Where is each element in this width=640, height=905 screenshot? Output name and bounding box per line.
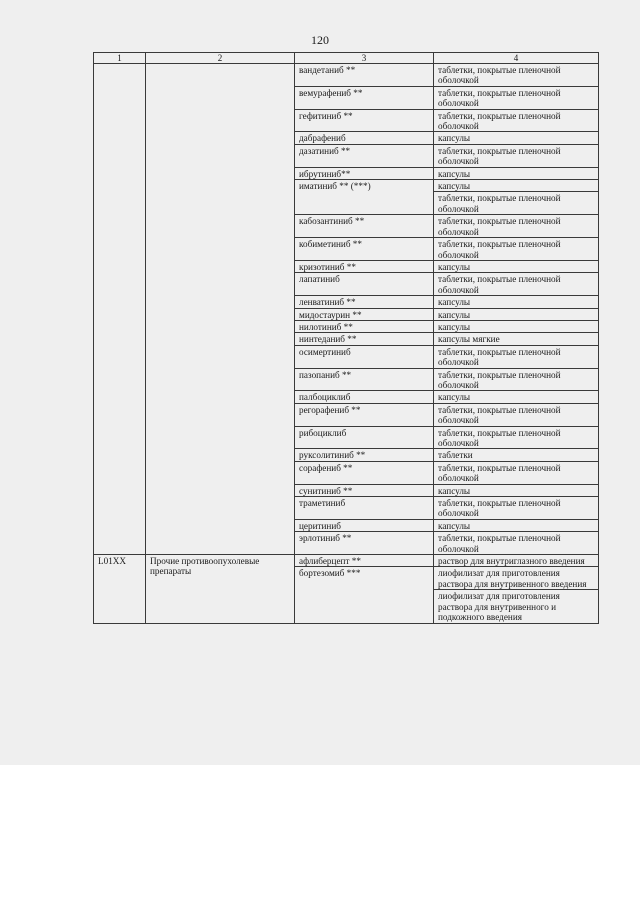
table-body — [94, 64, 599, 624]
dosage-form: капсулы — [434, 132, 599, 144]
dosage-form: капсулы — [434, 391, 599, 403]
atc-code: L01XX — [94, 555, 146, 623]
dosage-form: таблетки, покрытые пленочной оболочкой — [434, 64, 599, 87]
dosage-form: таблетки, покрытые пленочной оболочкой — [434, 238, 599, 261]
drug-name: кризотиниб ** — [295, 260, 434, 272]
drug-name: лапатиниб — [295, 273, 434, 296]
drug-name: дазатиниб ** — [295, 144, 434, 167]
drug-name: ибрутиниб** — [295, 167, 434, 179]
drug-name: нилотиниб ** — [295, 320, 434, 332]
dosage-form: таблетки, покрытые пленочной оболочкой — [434, 532, 599, 555]
drug-name: руксолитиниб ** — [295, 449, 434, 461]
dosage-form: раствор для внутриглазного введения — [434, 555, 599, 567]
dosage-form: таблетки, покрытые пленочной оболочкой — [434, 345, 599, 368]
drug-name: сунитиниб ** — [295, 484, 434, 496]
drug-name: нинтеданиб ** — [295, 333, 434, 345]
column-header: 3 — [295, 53, 434, 64]
dosage-form: таблетки, покрытые пленочной оболочкой — [434, 403, 599, 426]
drug-table — [93, 52, 599, 624]
dosage-form: капсулы — [434, 180, 599, 192]
drug-name: траметиниб — [295, 497, 434, 520]
table-row — [94, 64, 599, 87]
column-header: 1 — [94, 53, 146, 64]
drug-name: палбоциклиб — [295, 391, 434, 403]
dosage-form: таблетки, покрытые пленочной оболочкой — [434, 273, 599, 296]
dosage-form: капсулы — [434, 260, 599, 272]
drug-name: кабозантиниб ** — [295, 215, 434, 238]
drug-name: иматиниб ** (***) — [295, 180, 434, 215]
drug-name: вемурафениб ** — [295, 86, 434, 109]
drug-name: дабрафениб — [295, 132, 434, 144]
dosage-form: таблетки — [434, 449, 599, 461]
drug-name: афлиберцепт ** — [295, 555, 434, 567]
column-header: 4 — [434, 53, 599, 64]
drug-name: сорафениб ** — [295, 461, 434, 484]
drug-name: кобиметиниб ** — [295, 238, 434, 261]
drug-name: осимертиниб — [295, 345, 434, 368]
table-row — [94, 555, 599, 567]
dosage-form: капсулы — [434, 484, 599, 496]
drug-name: гефитиниб ** — [295, 109, 434, 132]
dosage-form: таблетки, покрытые пленочной оболочкой — [434, 109, 599, 132]
dosage-form: капсулы мягкие — [434, 333, 599, 345]
group-name — [146, 64, 295, 555]
column-header: 2 — [146, 53, 295, 64]
drug-name: бортезомиб *** — [295, 567, 434, 623]
dosage-form: капсулы — [434, 308, 599, 320]
drug-name: мидостаурин ** — [295, 308, 434, 320]
dosage-form: капсулы — [434, 519, 599, 531]
drug-name: церитиниб — [295, 519, 434, 531]
table-header-row — [94, 53, 599, 64]
dosage-form: капсулы — [434, 167, 599, 179]
dosage-form: таблетки, покрытые пленочной оболочкой — [434, 497, 599, 520]
dosage-form: капсулы — [434, 296, 599, 308]
drug-name: регорафениб ** — [295, 403, 434, 426]
dosage-form: капсулы — [434, 320, 599, 332]
dosage-form: таблетки, покрытые пленочной оболочкой — [434, 215, 599, 238]
dosage-form: таблетки, покрытые пленочной оболочкой — [434, 461, 599, 484]
atc-code — [94, 64, 146, 555]
dosage-form: лиофилизат для приготовления раствора для внутривенного введения — [434, 567, 599, 590]
dosage-form: таблетки, покрытые пленочной оболочкой — [434, 192, 599, 215]
drug-name: вандетаниб ** — [295, 64, 434, 87]
dosage-form: таблетки, покрытые пленочной оболочкой — [434, 86, 599, 109]
dosage-form: таблетки, покрытые пленочной оболочкой — [434, 144, 599, 167]
dosage-form: лиофилизат для приготовления раствора для внутривенного и подкожного введения — [434, 590, 599, 623]
page-number: 120 — [311, 33, 329, 47]
drug-name: пазопаниб ** — [295, 368, 434, 391]
drug-name: эрлотиниб ** — [295, 532, 434, 555]
dosage-form: таблетки, покрытые пленочной оболочкой — [434, 426, 599, 449]
drug-name: рибоциклиб — [295, 426, 434, 449]
dosage-form: таблетки, покрытые пленочной оболочкой — [434, 368, 599, 391]
drug-name: ленватиниб ** — [295, 296, 434, 308]
group-name: Прочие противоопухолевые препараты — [146, 555, 295, 623]
